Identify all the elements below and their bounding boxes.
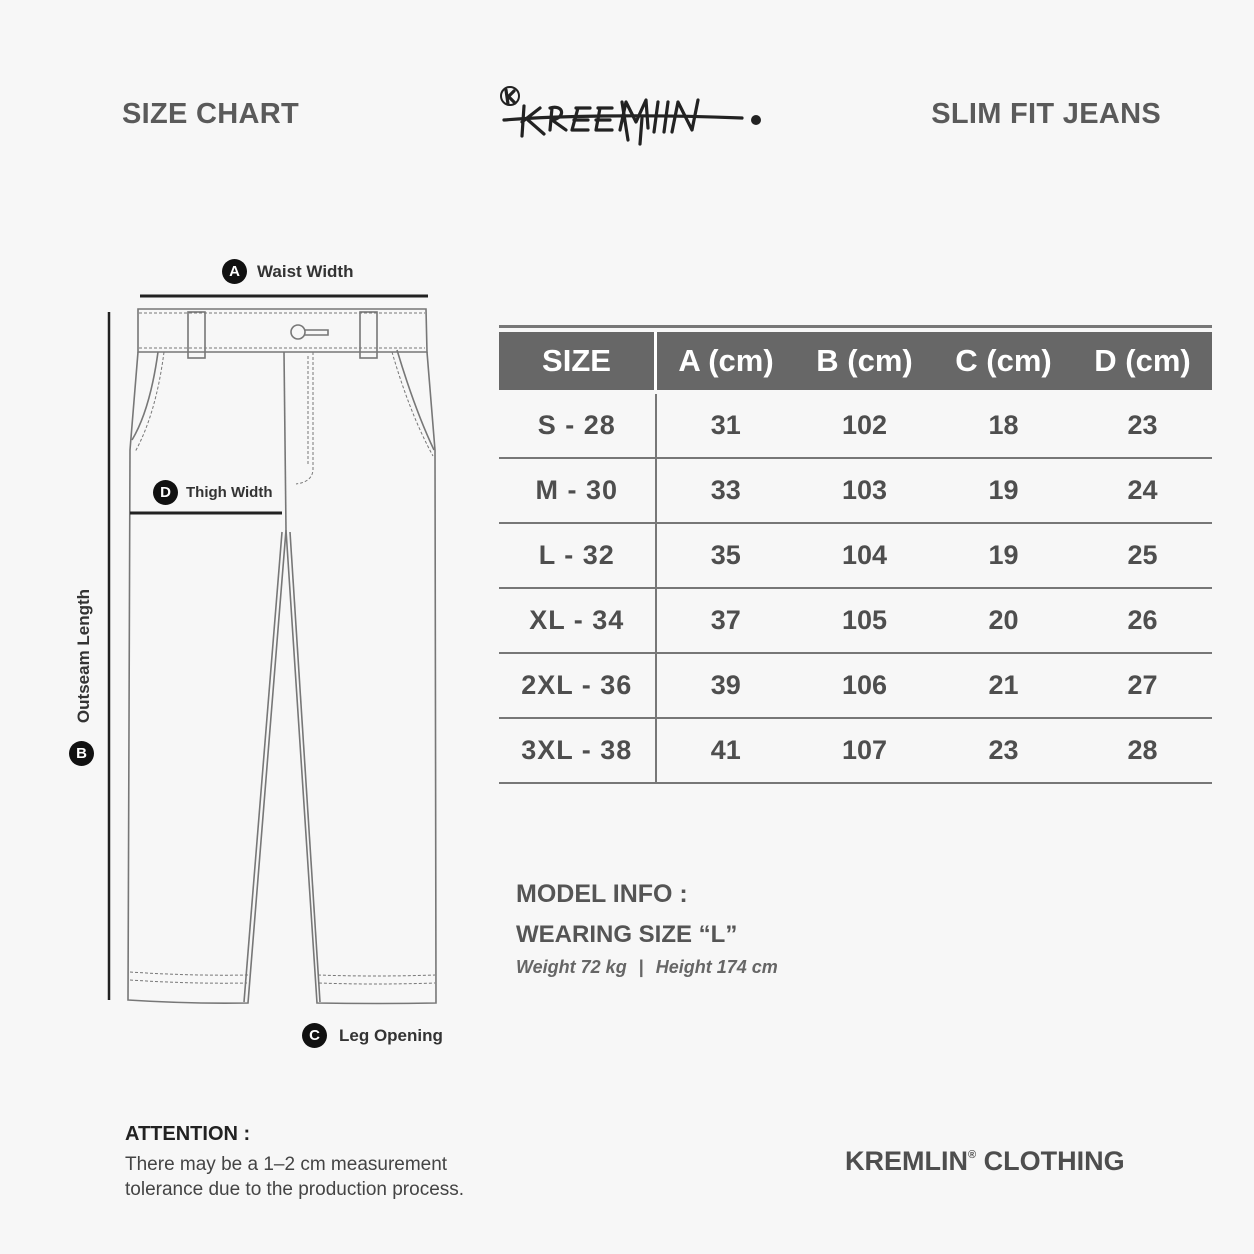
cell-a: 39: [656, 653, 796, 718]
label-a-badge: A: [222, 259, 247, 284]
label-d-text: Thigh Width: [186, 484, 273, 501]
kremlin-logo: [492, 78, 767, 153]
cell-c: 18: [934, 392, 1073, 458]
cell-size: 3XL - 38: [499, 718, 656, 783]
cell-size: 2XL - 36: [499, 653, 656, 718]
cell-c: 21: [934, 653, 1073, 718]
label-c-badge: C: [302, 1023, 327, 1048]
cell-b: 106: [795, 653, 934, 718]
cell-c: 20: [934, 588, 1073, 653]
cell-size: XL - 34: [499, 588, 656, 653]
cell-d: 28: [1073, 718, 1212, 783]
table-header-row: [499, 332, 1212, 392]
label-d-badge: D: [153, 480, 178, 505]
thigh-width-label: [153, 480, 273, 505]
cell-size: S - 28: [499, 392, 656, 458]
cell-c: 19: [934, 458, 1073, 523]
label-a-text: Waist Width: [257, 261, 354, 281]
header-size: SIZE: [499, 332, 656, 392]
cell-d: 26: [1073, 588, 1212, 653]
brand-name: KREMLIN: [845, 1146, 968, 1176]
attention-text: There may be a 1–2 cm measurement tolerance due to the production process.: [125, 1154, 465, 1200]
table-row: [499, 523, 1212, 588]
size-chart-title: SIZE CHART: [122, 98, 299, 130]
size-table: [499, 332, 1212, 784]
cell-d: 25: [1073, 523, 1212, 588]
cell-b: 105: [795, 588, 934, 653]
attention-title: ATTENTION :: [125, 1123, 251, 1145]
model-stats: [516, 957, 778, 978]
size-table-container: [499, 325, 1212, 784]
label-b-text: Outseam Length: [74, 588, 93, 724]
table-row: [499, 653, 1212, 718]
cell-a: 33: [656, 458, 796, 523]
cell-d: 27: [1073, 653, 1212, 718]
cell-b: 103: [795, 458, 934, 523]
brand-footer: [845, 1146, 1125, 1177]
label-b-badge: B: [69, 741, 94, 766]
header-d: D (cm): [1073, 332, 1212, 392]
product-title: SLIM FIT JEANS: [931, 98, 1161, 130]
leg-opening-label: [302, 1023, 443, 1048]
cell-size: L - 32: [499, 523, 656, 588]
attention-note: [125, 1123, 545, 1202]
cell-b: 104: [795, 523, 934, 588]
cell-c: 23: [934, 718, 1073, 783]
table-top-rule: [499, 325, 1212, 328]
model-info: [516, 880, 778, 978]
model-info-title: MODEL INFO :: [516, 880, 688, 908]
cell-b: 102: [795, 392, 934, 458]
cell-d: 23: [1073, 392, 1212, 458]
header-c: C (cm): [934, 332, 1073, 392]
jeans-diagram: [0, 240, 480, 1060]
brand-suffix: CLOTHING: [983, 1146, 1125, 1176]
cell-a: 31: [656, 392, 796, 458]
model-stats-separator: |: [638, 957, 644, 977]
cell-size: M - 30: [499, 458, 656, 523]
cell-a: 35: [656, 523, 796, 588]
header-a: A (cm): [656, 332, 796, 392]
cell-b: 107: [795, 718, 934, 783]
cell-c: 19: [934, 523, 1073, 588]
logo-text: KREMLIN: [492, 78, 497, 79]
cell-d: 24: [1073, 458, 1212, 523]
table-row: [499, 392, 1212, 458]
waist-width-label: [222, 259, 353, 284]
table-row: [499, 458, 1212, 523]
table-row: [499, 718, 1212, 783]
cell-a: 41: [656, 718, 796, 783]
model-weight: Weight 72 kg: [516, 957, 627, 977]
registered-mark: ®: [968, 1149, 977, 1161]
model-wearing-size: WEARING SIZE “L”: [516, 921, 738, 948]
label-c-text: Leg Opening: [339, 1025, 443, 1045]
table-row: [499, 588, 1212, 653]
model-height: Height 174 cm: [655, 957, 778, 977]
cell-a: 37: [656, 588, 796, 653]
header-b: B (cm): [795, 332, 934, 392]
